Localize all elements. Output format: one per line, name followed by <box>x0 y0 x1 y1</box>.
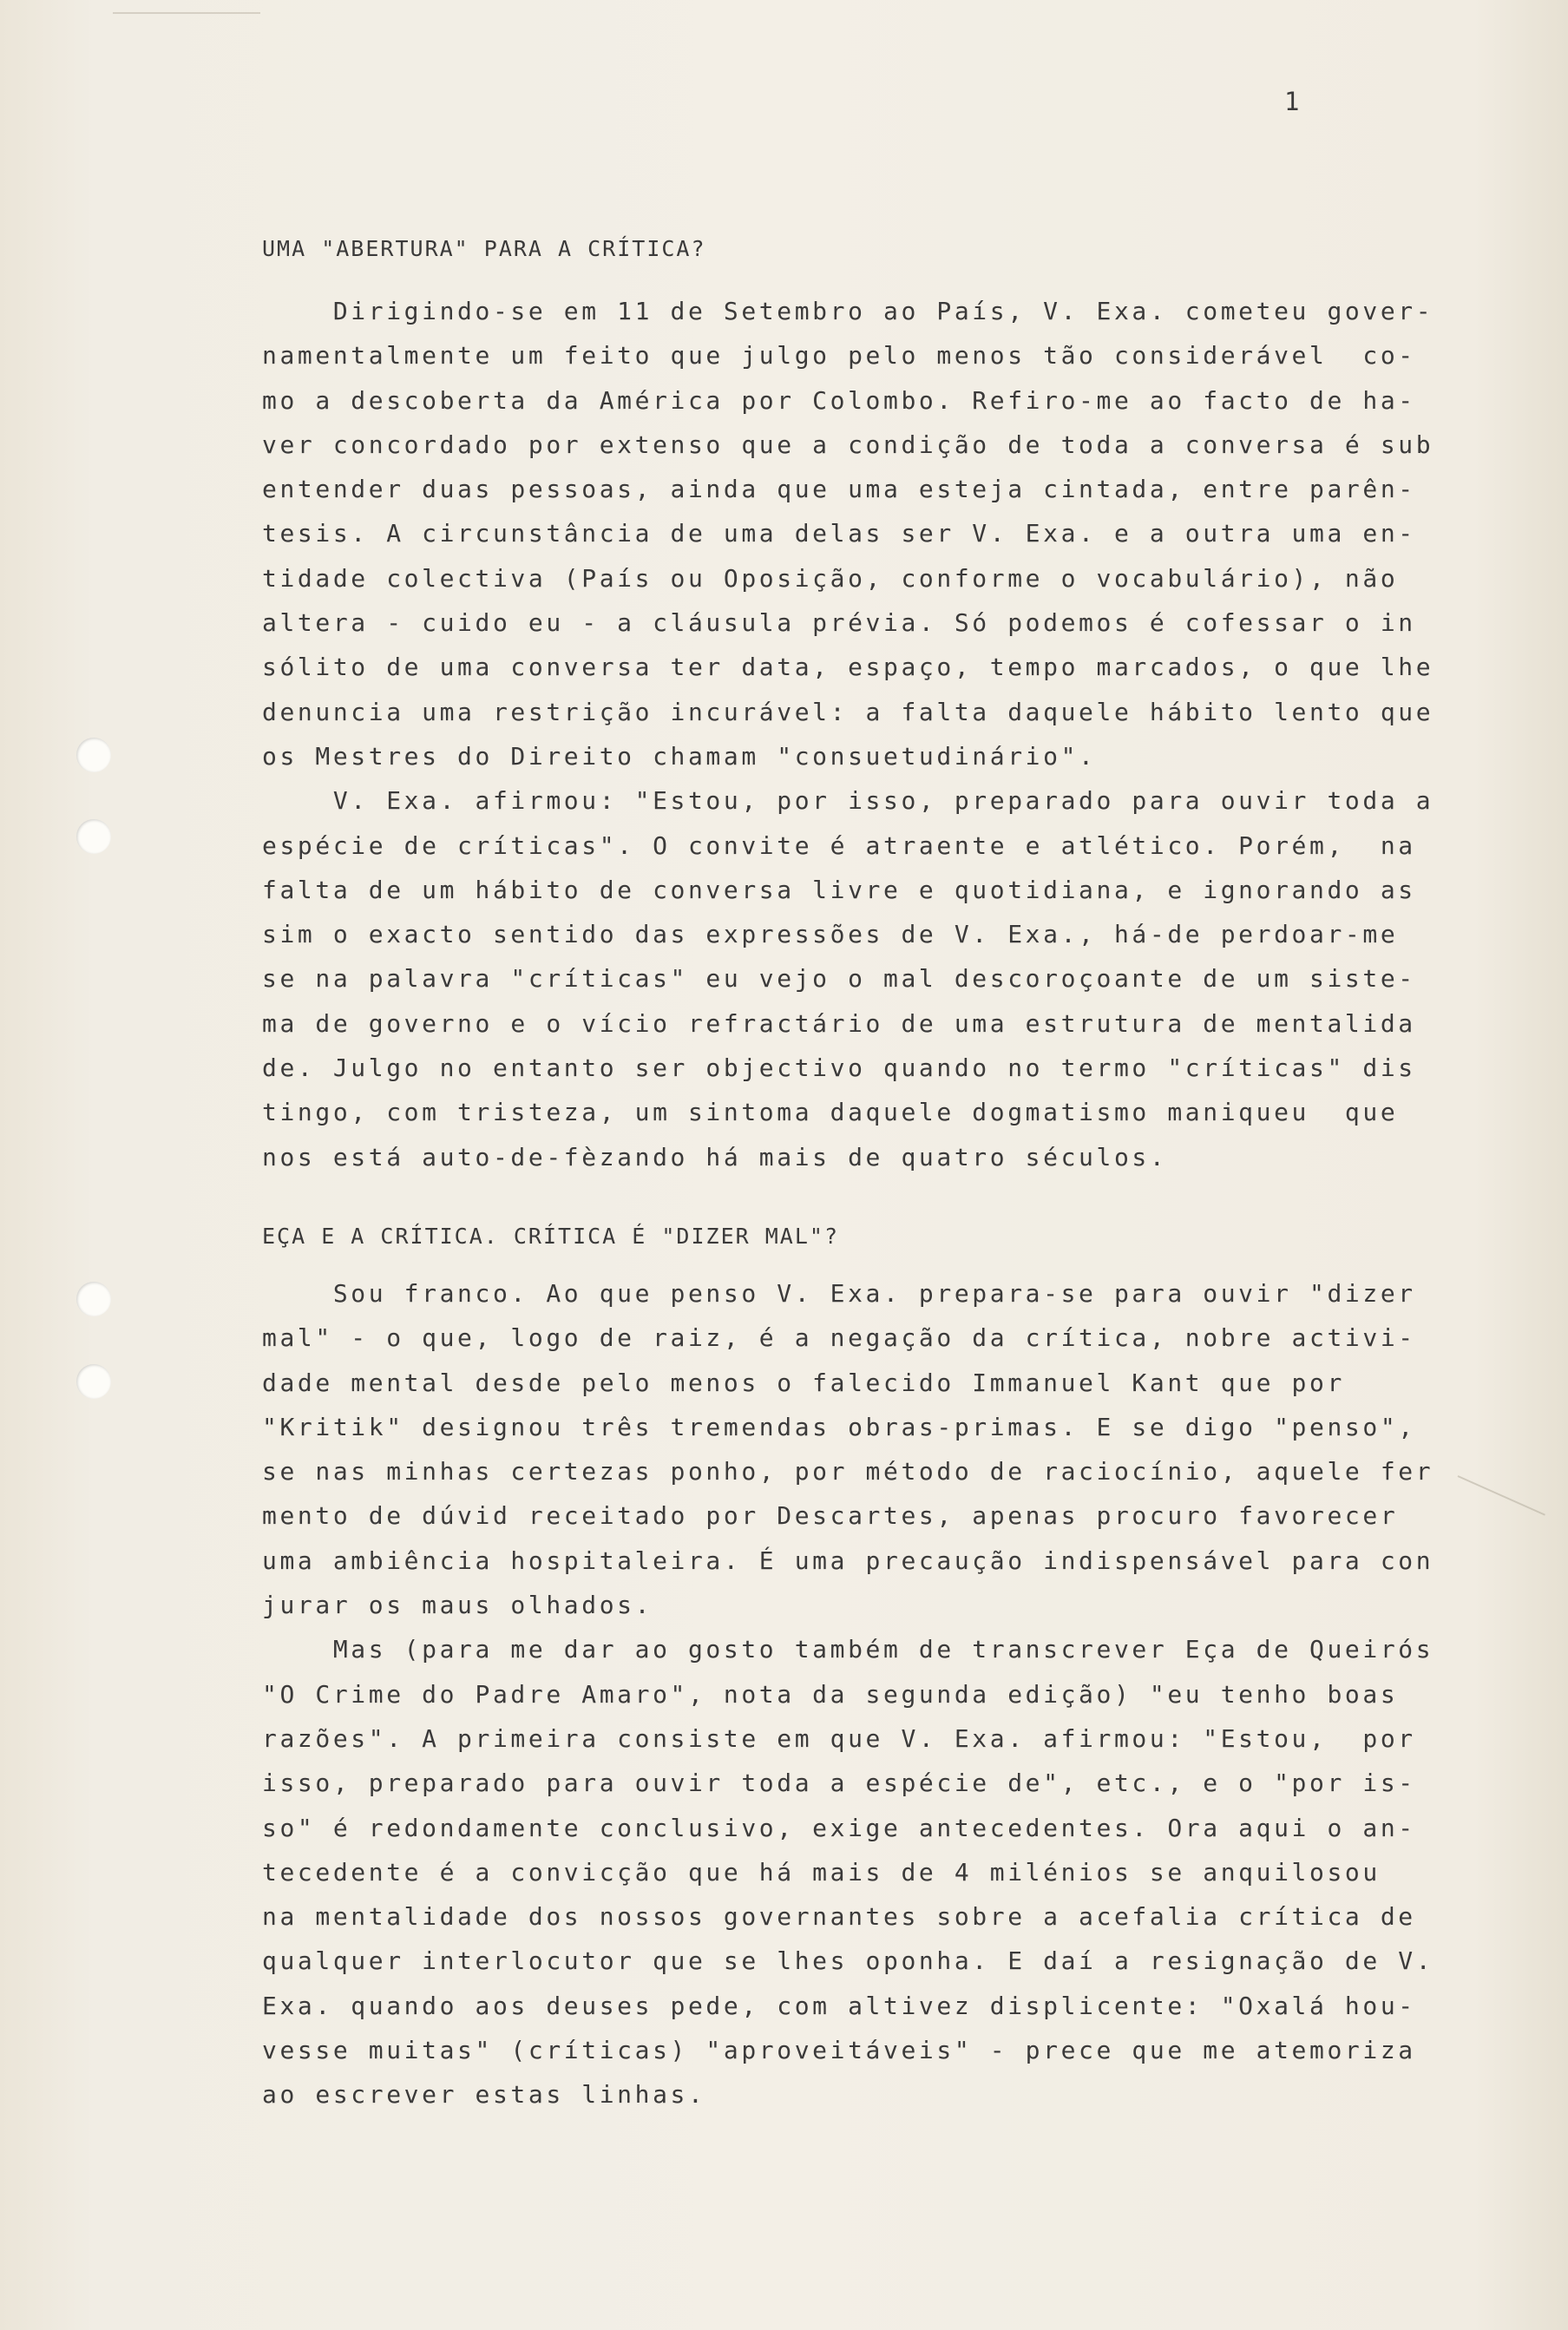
text-line: denuncia uma restrição incurável: a falta daquele hábito lento que <box>262 697 1434 726</box>
text-line: tingo, com tristeza, um sintoma daquele dogmatismo maniqueu que <box>262 1098 1399 1127</box>
text-line: qualquer interlocutor que se lhes oponha. E daí a resignação de V. <box>262 1946 1434 1976</box>
text-line: mento de dúvid receitado por Descartes, apenas procuro favorecer <box>262 1501 1399 1531</box>
text-line: so" é redondamente conclusivo, exige antecedentes. Ora aqui o an- <box>262 1813 1416 1842</box>
text-line: V. Exa. afirmou: "Estou, por isso, preparado para ouvir toda a <box>262 786 1434 816</box>
punch-hole <box>76 1282 111 1316</box>
text-line: isso, preparado para ouvir toda a espécie de", etc., e o "por is- <box>262 1769 1416 1798</box>
page-number: 1 <box>1284 87 1300 116</box>
text-line: os Mestres do Direito chamam "consuetudinário". <box>262 741 1097 771</box>
text-line: namentalmente um feito que julgo pelo menos tão considerável co- <box>262 341 1416 371</box>
text-line: Dirigindo-se em 11 de Setembro ao País, V. Exa. cometeu gover- <box>262 297 1434 325</box>
text-line: se na palavra "críticas" eu vejo o mal descoroçoante de um siste- <box>262 964 1416 994</box>
text-line: falta de um hábito de conversa livre e quotidiana, e ignorando as <box>262 875 1416 904</box>
text-line: jurar os maus olhados. <box>262 1591 653 1620</box>
text-line: razões". A primeira consiste em que V. Exa. afirmou: "Estou, por <box>262 1723 1416 1753</box>
text-line: uma ambiência hospitaleira. É uma precaução indispensável para con <box>262 1546 1434 1575</box>
text-line: ver concordado por extenso que a condição de toda a conversa é sub <box>262 430 1434 459</box>
section-body <box>262 1271 1434 2117</box>
text-line: tecedente é a convicção que há mais de 4 milénios se anquilosou <box>262 1857 1381 1887</box>
text-line: sim o exacto sentido das expressões de V. Exa., há-de perdoar-me <box>262 920 1399 949</box>
punch-hole <box>76 1364 111 1399</box>
section-heading: UMA "ABERTURA" PARA A CRÍTICA? <box>262 236 706 261</box>
text-line: tesis. A circunstância de uma delas ser V. Exa. e a outra uma en- <box>262 519 1416 548</box>
text-line: Mas (para me dar ao gosto também de transcrever Eça de Queirós <box>262 1635 1434 1664</box>
text-line: "O Crime do Padre Amaro", nota da segunda edição) "eu tenho boas <box>262 1679 1399 1709</box>
section-body <box>262 289 1434 1179</box>
text-line: "Kritik" designou três tremendas obras-primas. E se digo "penso", <box>262 1412 1416 1441</box>
text-line: se nas minhas certezas ponho, por método de raciocínio, aquele fer <box>262 1457 1434 1487</box>
punch-hole <box>76 819 111 854</box>
text-line: espécie de críticas". O convite é atraente e atlético. Porém, na <box>262 830 1416 860</box>
text-line: mo a descoberta da América por Colombo. Refiro-me ao facto de ha- <box>262 385 1416 415</box>
text-line: sólito de uma conversa ter data, espaço, tempo marcados, o que lhe <box>262 653 1434 682</box>
text-line: entender duas pessoas, ainda que uma esteja cintada, entre parên- <box>262 475 1416 504</box>
paper-mark <box>113 12 260 14</box>
text-line: de. Julgo no entanto ser objectivo quando no termo "críticas" dis <box>262 1053 1416 1083</box>
punch-hole <box>76 738 111 772</box>
text-line: tidade colectiva (País ou Oposição, conforme o vocabulário), não <box>262 563 1399 593</box>
text-line: na mentalidade dos nossos governantes sobre a acefalia crítica de <box>262 1902 1416 1932</box>
text-line: mal" - o que, logo de raiz, é a negação da crítica, nobre activi- <box>262 1323 1416 1353</box>
section-heading: EÇA E A CRÍTICA. CRÍTICA É "DIZER MAL"? <box>262 1224 839 1249</box>
text-line: vesse muitas" (críticas) "aproveitáveis" - prece que me atemoriza <box>262 2036 1416 2065</box>
text-line: ma de governo e o vício refractário de uma estrutura de mentalida <box>262 1008 1416 1038</box>
text-line: altera - cuido eu - a cláusula prévia. Só podemos é cofessar o in <box>262 608 1416 638</box>
paper-mark <box>1458 1475 1545 1516</box>
text-line: nos está auto-de-fèzando há mais de quatro séculos. <box>262 1142 1168 1172</box>
text-line: ao escrever estas linhas. <box>262 2080 706 2110</box>
text-line: Sou franco. Ao que penso V. Exa. prepara-se para ouvir "dizer <box>262 1279 1416 1308</box>
text-line: Exa. quando aos deuses pede, com altivez displicente: "Oxalá hou- <box>262 1991 1416 2020</box>
text-line: dade mental desde pelo menos o falecido Immanuel Kant que por <box>262 1368 1345 1397</box>
